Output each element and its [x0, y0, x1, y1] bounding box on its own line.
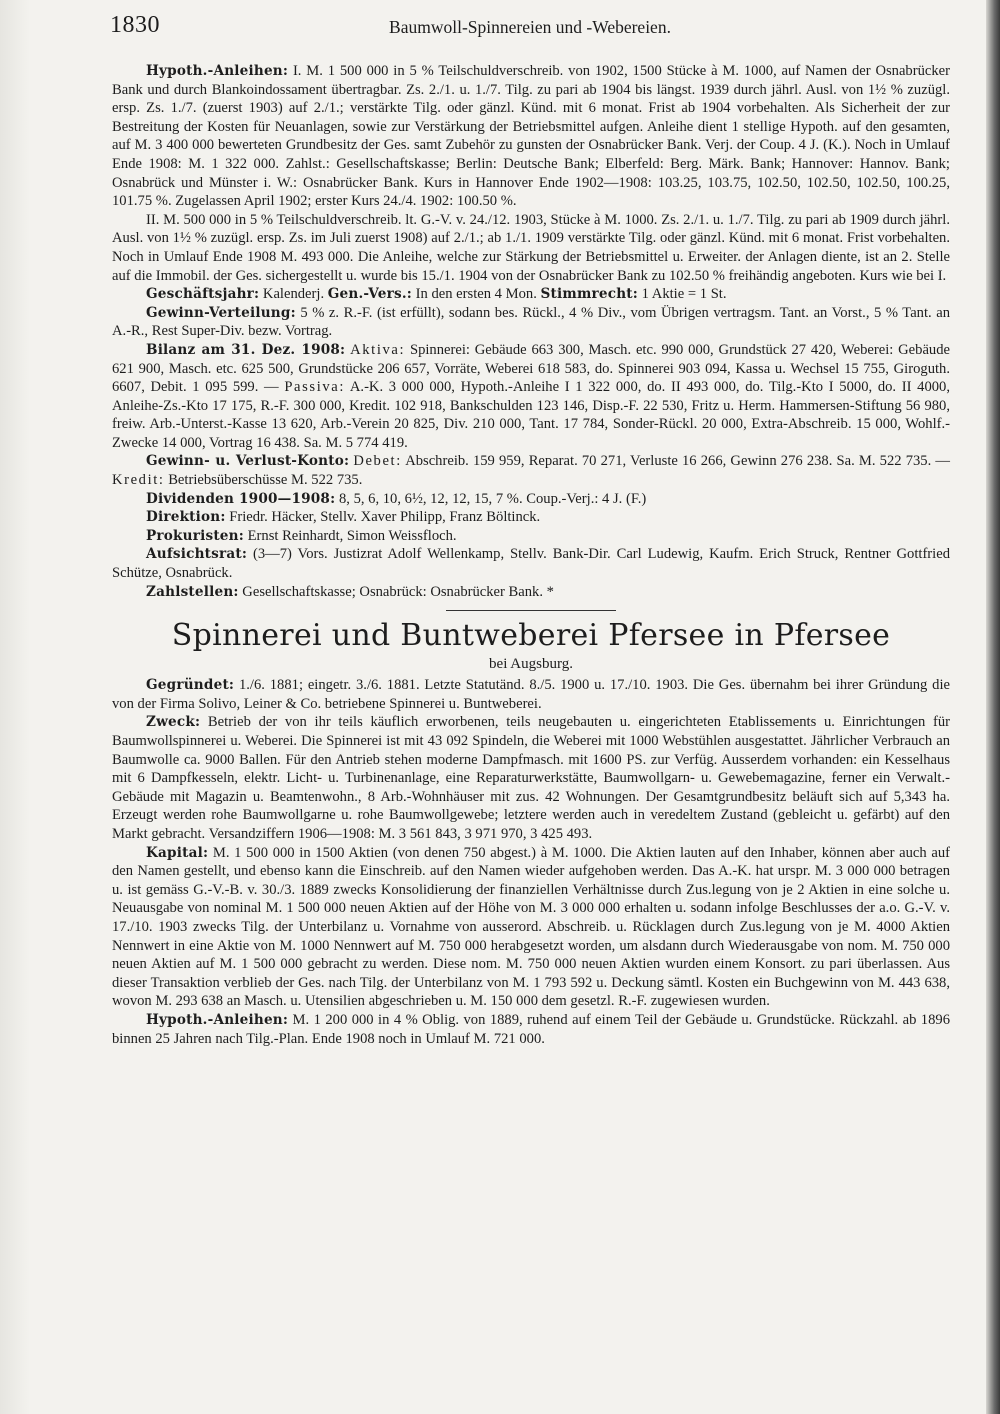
text-gewinn-verteilung: 5 % z. R.-F. (ist erfüllt), sodann bes. Rückl., 4 % Div., vom Übrigen vertragsm. Tant. an Vorst., 5 % Tant. an A.-R., Rest Super-Div. bezw. Vortrag.	[112, 304, 951, 340]
text-debet: Abschreib. 159 959, Reparat. 70 271, Verluste 16 266, Gewinn 276 238. Sa. M. 522 735. —	[405, 453, 950, 470]
text-aufsichtsrat: (3—7) Vors. Justizrat Adolf Wellenkamp, Stellv. Bank-Dir. Carl Ludewig, Kaufm. Erich Struck, Rentner Gottfried Schütze, Osnabrück.	[112, 546, 950, 582]
label-gewinn-verlust: Gewinn- u. Verlust-Konto:	[146, 453, 350, 470]
text-zweck: Betrieb der von ihr teils käuflich erworbenen, teils neugebauten u. eingerichteten Etablissements u. Einrichtungen für Baumwollspinnerei u. Weberei. Die Spinnerei ist mit 43 092 Spindeln, die Weberei mit 1000 Webstühlen ausgestattet. Jährlicher Verbrauch an Baumwolle ca. 9000 Ballen. Für den Antrieb stehen moderne Dampfmasch. mit 1600 PS. zur Verfüg. Ausserdem vorhanden: ein Kesselhaus mit 6 Dampfkesseln, elektr. Licht- u. Turbinenanlage, eine Reparaturwerkstätte, Baumwollgarn- u. Gewebemagazine, ferner ein Verwalt.-Gebäude mit Magazin u. Beamtenwohn., 8 Arb.-Wohnhäuser mit zus. 42 Wohnungen. Der Gesamtgrundbesitz beläuft sich auf 5,343 ha. Erzeugt werden rohe Baumwollgarne u. rohe Baumwollgewebe; letztere werden auch in veredeltem Zustand (gebleicht u. gefärbt) auf den Markt gebracht. Versandziffern 1906—1908: M. 3 561 843, 3 971 970, 3 425 493.	[112, 714, 951, 842]
text-kapital: M. 1 500 000 in 1500 Aktien (von denen 750 abgest.) à M. 1000. Die Aktien lauten auf den Inhaber, können aber auch auf den Namen gestellt, und ebenso kann die Einschreib. auf den Namen wieder aufgehoben werden. Das A.-K. hat urspr. M. 3 000 000 betragen u. ist gemäss G.-V.-B. v. 30./3. 1889 zwecks Konsolidierung der finanziellen Verhältnisse durch Zus.legung von je 2 Aktien in eine solche u. Neuausgabe von nominal M. 1 500 000 neuen Aktien auf der Höhe von M. 3 000 000 erhalten u. sodann infolge Beschlusses der a.o. G.-V. v. 17./10. 1903 zwecks Tilg. der Unterbilanz u. Vornahme von ausserord. Abschreib. u. Rücklagen durch Zus.legung von je M. 4000 Aktien Nennwert in eine Aktie von M. 1000 Nennwert auf M. 750 000 herabgesetzt worden, um alsdann durch Wiederausgabe von nom. M. 750 000 neuen Aktien auf M. 1 500 000 gebracht zu werden. Diese nom. M. 750 000 neuen Aktien wurden einem Konsort. zu pari überlassen. Aus dieser Transaktion verblieb der Ges. nach Tilg. der Unterbilanz von M. 1 793 592 u. Deckung sämtl. Kosten ein Buchgewinn von M. 443 638, wovon M. 293 638 an Masch. u. Utensilien abgeschrieben u. M. 150 000 dem gesetzl. R.-F. zugewiesen wurden.	[112, 844, 950, 1010]
para-gewinn-verteilung	[112, 304, 950, 341]
text-direktion: Friedr. Häcker, Stellv. Xaver Philipp, Franz Böltinck.	[229, 509, 541, 526]
para-dividenden	[112, 490, 950, 509]
label-direktion: Direktion:	[146, 509, 226, 526]
label-bilanz: Bilanz am 31. Dez. 1908:	[146, 341, 346, 358]
para-aufsichtsrat	[112, 545, 950, 582]
label-prokuristen: Prokuristen:	[146, 527, 244, 544]
label-gegruendet: Gegründet:	[146, 677, 235, 694]
label-geschaeftsjahr: Geschäftsjahr:	[146, 286, 260, 303]
para-hypoth-anleihen	[112, 62, 950, 211]
para-bilanz	[112, 341, 950, 453]
scan-right-edge	[986, 0, 1000, 1414]
label-passiva: Passiva:	[284, 379, 345, 396]
label-kapital: Kapital:	[146, 844, 209, 861]
label-hypoth-anleihen: Hypoth.-Anleihen:	[146, 63, 289, 79]
text-geschaeftsjahr: Kalenderj.	[262, 286, 325, 303]
label-aufsichtsrat: Aufsichtsrat:	[146, 546, 248, 563]
para-prokuristen	[112, 527, 950, 546]
para-hypoth-anleihen-2	[112, 1011, 950, 1048]
para-hypoth-anleihen-ii	[112, 211, 950, 285]
text-hypoth-anleihen-2: M. 1 200 000 in 4 % Oblig. von 1889, ruhend auf einem Teil der Gebäude u. Grundstücke. Rückzahl. ab 1896 binnen 25 Jahren nach Tilg.-Plan. Ende 1908 noch in Umlauf M. 721 000.	[112, 1011, 950, 1047]
para-zahlstellen	[112, 583, 950, 602]
label-zweck: Zweck:	[146, 714, 201, 731]
label-stimmrecht: Stimmrecht:	[540, 286, 638, 303]
scan-left-shade	[0, 0, 30, 1414]
company-location: bei Augsburg.	[489, 656, 573, 673]
label-zahlstellen: Zahlstellen:	[146, 583, 239, 600]
para-direktion	[112, 508, 950, 527]
text-dividenden: 8, 5, 6, 10, 6½, 12, 12, 15, 7 %. Coup.-Verj.: 4 J. (F.)	[338, 490, 647, 507]
label-gen-vers: Gen.-Vers.:	[327, 286, 412, 303]
text-gegruendet: 1./6. 1881; eingetr. 3./6. 1881. Letzte Statutänd. 8./5. 1900 u. 17./10. 1903. Die Ges. übernahm bei ihrer Gründung die von der Firma Solivo, Leiner & Co. betriebene Spinnerei u. Buntweberei.	[112, 677, 950, 712]
section-divider	[446, 610, 616, 611]
text-hypoth-anleihen: I. M. 1 500 000 in 5 % Teilschuldverschreib. von 1902, 1500 Stücke à M. 1000, auf Namen der Osnabrücker Bank und durch Blankoindossament übertragbar. Zs. 2./1. u. 1./7. Tilg. zu pari ab 1904 bis längst. 1939 durch jährl. Ausl. von 1½ % zuzügl. ersp. Zs. 1./7. (zuerst 1903) auf 2./1.; verstärkte Tilg. oder gänzl. Künd. mit 6 monat. Frist ab 1904 vorbehalten. Als Sicherheit der zur Bestreitung der Kosten für Neuanlagen, sowie zur Verstärkung der Betriebsmittel aufgen. Anleihe dient 1 stellige Hypoth. auf den gesamten, auf M. 3 400 000 bewerteten Grundbesitz der Ges. samt Zubehör zu gunsten der Osnabrücker Bank. Verj. der Coup. 4 J. (K.). Noch in Umlauf Ende 1908: M. 1 322 000. Zahlst.: Gesellschaftskasse; Berlin: Deutsche Bank; Elberfeld: Berg. Märk. Bank; Hannover: Hannov. Bank; Osnabrück und Münster i. W.: Osnabrücker Bank. Kurs in Hannover Ende 1902—1908: 103.25, 103.75, 102.50, 102.50, 102.50, 100.25, 101.75 %. Zugelassen April 1902; erster Kurs 24./4. 1902: 100.50 %.	[112, 63, 951, 210]
page-number: 1830	[110, 12, 160, 38]
text-stimmrecht: 1 Aktie = 1 St.	[641, 286, 727, 303]
text-gen-vers: In den ersten 4 Mon.	[415, 286, 537, 303]
para-zweck	[112, 713, 950, 843]
text-aktiva: Spinnerei: Gebäude 663 300, Masch. etc. 990 000, Grundstück 27 420, Weberei: Gebäude 621 900, Masch. etc. 625 500, Grundstücke 206 657, Vorräte, Weberei 618 583, do. Spinnerei 903 094, Kassa u. Wechsel 15 755, Giroguth. 6607, Debit. 1 095 599. —	[112, 341, 950, 396]
para-kapital	[112, 844, 950, 1011]
text-zahlstellen: Gesellschaftskasse; Osnabrück: Osnabrücker Bank. *	[242, 583, 554, 600]
text-hypoth-anleihen-ii: II. M. 500 000 in 5 % Teilschuldverschreib. lt. G.-V. v. 24./12. 1903, Stücke à M. 1000. Zs. 2./1. u. 1./7. Tilg. zu pari ab 1909 durch jährl. Ausl. von 1½ % zuzügl. ersp. Zs. im Juli zuerst 1908) auf 2./1.; ab 1./1. 1909 verstärkte Tilg. oder gänzl. Künd. mit 6 monat. Frist vorbehalten. Noch in Umlauf Ende 1908 M. 493 000. Die Anleihe, welche zur Stärkung der Betriebsmittel u. Erweiter. der Anlagen diente, ist an 2. Stelle auf die Immobil. der Ges. sichergestellt u. wurde bis 15./1. 1904 von der Osnabrücker Bank zu 102.50 % freihändig angeboten. Kurs wie bei I.	[112, 211, 950, 284]
para-geschaeftsjahr	[112, 285, 950, 304]
label-kredit: Kredit:	[112, 472, 165, 489]
para-gewinn-verlust	[112, 452, 950, 489]
company-title: Spinnerei und Buntweberei Pfersee in Pfersee	[171, 618, 891, 654]
para-gegruendet	[112, 676, 950, 713]
label-gewinn-verteilung: Gewinn-Verteilung:	[146, 304, 296, 321]
text-kredit: Betriebsüberschüsse M. 522 735.	[168, 472, 363, 489]
label-aktiva: Aktiva:	[350, 341, 406, 358]
label-hypoth-anleihen-2: Hypoth.-Anleihen:	[146, 1011, 289, 1028]
text-passiva: A.-K. 3 000 000, Hypoth.-Anleihe I 1 322 000, do. II 493 000, do. Tilg.-Kto I 5000, do. II 4000, Anleihe-Zs.-Kto 17 175, R.-F. 300 000, Kredit. 102 918, Bankschulden 123 146, Disp.-F. 22 530, Fritz u. Herm. Hammersen-Stiftung 56 980, freiw. Arb.-Unterst.-Kasse 13 620, Arb.-Verein 20 825, Div. 210 000, Tant. 17 784, Sonder-Rückl. 20 000, Extra-Abschreib. 15 000, Wohlf.-Zwecke 14 000, Vortrag 16 438. Sa. M. 5 774 419.	[112, 379, 950, 451]
page-header	[110, 12, 950, 46]
label-dividenden: Dividenden 1900—1908:	[146, 490, 336, 507]
page-content	[112, 62, 950, 1048]
label-debet: Debet:	[353, 453, 402, 470]
text-prokuristen: Ernst Reinhardt, Simon Weissfloch.	[247, 527, 457, 544]
running-title: Baumwoll-Spinnereien und -Webereien.	[389, 17, 671, 37]
